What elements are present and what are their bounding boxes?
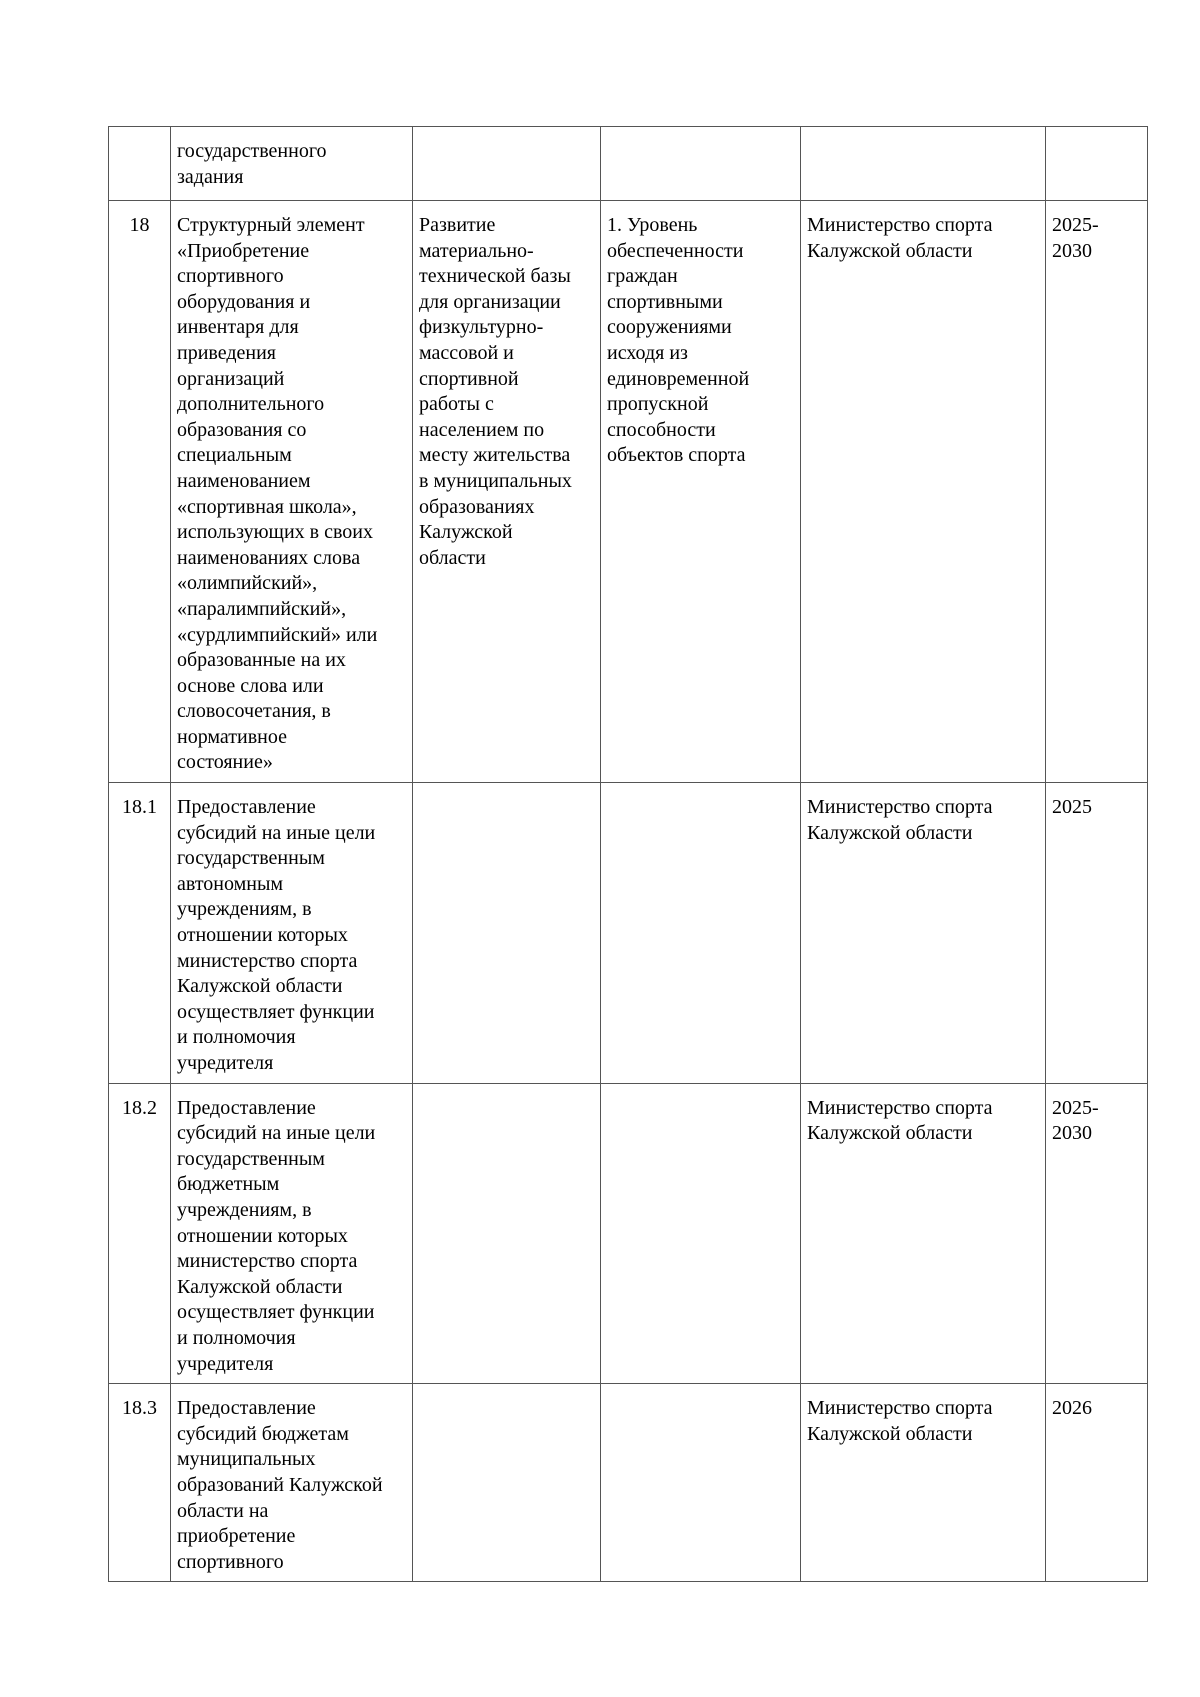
responsible-executor-cell xyxy=(801,127,1046,201)
row-number-cell xyxy=(109,127,171,201)
cell-text-line: для организации xyxy=(419,290,561,313)
cell-text-line: граждан xyxy=(607,265,678,288)
table-row xyxy=(109,201,1148,783)
cell-text-line: обеспеченности xyxy=(607,239,744,262)
cell-text-line: области xyxy=(419,546,486,569)
cell-text-line: Министерство спорта xyxy=(807,214,993,236)
cell-text-line: образований Калужской xyxy=(177,1473,383,1496)
cell-text-line: приобретение xyxy=(177,1525,296,1548)
cell-text-line: месту жительства xyxy=(419,444,571,467)
cell-text-line: спортивными xyxy=(607,290,723,313)
task-cell xyxy=(413,1083,601,1384)
cell-text-line: Структурный элемент xyxy=(177,214,365,236)
indicator-cell xyxy=(601,1384,801,1582)
structural-element-cell xyxy=(171,1083,413,1384)
cell-text-line: министерство спорта xyxy=(177,1250,358,1273)
cell-text-line: организаций xyxy=(177,367,285,390)
cell-text-line: 1. Уровень xyxy=(607,214,698,236)
implementation-period-cell xyxy=(1046,1083,1148,1384)
cell-text-line: Предоставление xyxy=(177,796,316,819)
table-row xyxy=(109,783,1148,1084)
cell-text-line: отношении которых xyxy=(177,924,348,947)
cell-text-line: спортивной xyxy=(419,367,519,390)
table-row xyxy=(109,1083,1148,1384)
cell-text-line: субсидий на иные цели xyxy=(177,821,376,844)
cell-text-line: спортивного xyxy=(177,265,284,288)
cell-text-line: инвентаря для xyxy=(177,316,299,339)
cell-text-line: Калужской области xyxy=(177,975,343,998)
responsible-executor-cell xyxy=(801,201,1046,783)
cell-text-line: дополнительного xyxy=(177,393,325,416)
task-cell xyxy=(413,783,601,1084)
cell-text-line: 2030 xyxy=(1052,1122,1092,1145)
cell-text-line: технической базы xyxy=(419,265,571,288)
cell-text-line: оборудования и xyxy=(177,290,311,313)
cell-text-line: 2030 xyxy=(1052,239,1092,262)
cell-text-line: Министерство спорта xyxy=(807,1096,993,1119)
cell-text-line: Предоставление xyxy=(177,1397,316,1420)
cell-text-line: основе слова или xyxy=(177,674,324,697)
implementation-period-cell xyxy=(1046,783,1148,1084)
cell-text-line: сооружениями xyxy=(607,316,732,339)
cell-text-line: массовой и xyxy=(419,341,514,364)
row-number-cell: 18.3 xyxy=(109,1384,171,1582)
cell-text-line: 2025- xyxy=(1052,214,1099,236)
cell-text-line: государственного xyxy=(177,140,327,162)
indicator-cell xyxy=(601,1083,801,1384)
cell-text-line: учредителя xyxy=(177,1052,274,1074)
responsible-executor-cell xyxy=(801,1083,1046,1384)
cell-text-line: образования со xyxy=(177,418,307,441)
cell-text-line: Развитие xyxy=(419,214,496,236)
cell-text-line: «паралимпийский», xyxy=(177,597,347,620)
implementation-period-cell xyxy=(1046,127,1148,201)
cell-text-line: Калужской области xyxy=(807,239,973,262)
indicator-cell xyxy=(601,201,801,783)
cell-text-line: учреждениям, в xyxy=(177,1198,312,1221)
indicator-cell xyxy=(601,783,801,1084)
cell-text-line: субсидий на иные цели xyxy=(177,1122,376,1145)
task-cell xyxy=(413,127,601,201)
cell-text-line: способности xyxy=(607,418,716,441)
structural-element-cell xyxy=(171,127,413,201)
cell-text-line: приведения xyxy=(177,341,277,364)
cell-text-line: словосочетания, в xyxy=(177,700,331,723)
responsible-executor-cell xyxy=(801,1384,1046,1582)
cell-text-line: образованные на их xyxy=(177,649,346,672)
program-table xyxy=(108,126,1148,1582)
row-number-cell: 18.1 xyxy=(109,783,171,1084)
cell-text-line: спортивного xyxy=(177,1550,284,1573)
table-row xyxy=(109,127,1148,201)
cell-text-line: пропускной xyxy=(607,393,709,416)
cell-text-line: 2026 xyxy=(1052,1397,1092,1420)
cell-text-line: государственным xyxy=(177,847,325,870)
cell-text-line: образованиях xyxy=(419,495,535,518)
row-number-cell: 18.2 xyxy=(109,1083,171,1384)
cell-text-line: в муниципальных xyxy=(419,469,572,492)
cell-text-line: осуществляет функции xyxy=(177,1000,375,1023)
cell-text-line: осуществляет функции xyxy=(177,1301,375,1324)
cell-text-line: 2025- xyxy=(1052,1096,1099,1119)
task-cell xyxy=(413,1384,601,1582)
cell-text-line: специальным xyxy=(177,444,292,467)
cell-text-line: физкультурно- xyxy=(419,316,544,339)
row-number-cell: 18 xyxy=(109,201,171,783)
cell-text-line: Предоставление xyxy=(177,1096,316,1119)
cell-text-line: Министерство спорта xyxy=(807,1397,993,1420)
cell-text-line: состояние» xyxy=(177,751,273,774)
cell-text-line: материально- xyxy=(419,239,534,262)
cell-text-line: «олимпийский», xyxy=(177,572,318,595)
task-cell xyxy=(413,201,601,783)
structural-element-cell xyxy=(171,201,413,783)
cell-text-line: автономным xyxy=(177,872,284,895)
implementation-period-cell xyxy=(1046,201,1148,783)
cell-text-line: «Приобретение xyxy=(177,239,310,262)
cell-text-line: единовременной xyxy=(607,367,750,390)
cell-text-line: наименованием xyxy=(177,469,311,492)
cell-text-line: «спортивная школа», xyxy=(177,495,357,518)
cell-text-line: отношении которых xyxy=(177,1224,348,1247)
cell-text-line: 2025 xyxy=(1052,796,1092,819)
cell-text-line: «сурдлимпийский» или xyxy=(177,623,378,646)
structural-element-cell xyxy=(171,783,413,1084)
indicator-cell xyxy=(601,127,801,201)
table-row xyxy=(109,1384,1148,1582)
cell-text-line: работы с xyxy=(419,393,494,416)
cell-text-line: учреждениям, в xyxy=(177,898,312,921)
cell-text-line: Калужской области xyxy=(177,1275,343,1298)
cell-text-line: государственным xyxy=(177,1147,325,1170)
cell-text-line: использующих в своих xyxy=(177,521,373,544)
cell-text-line: Министерство спорта xyxy=(807,796,993,819)
cell-text-line: объектов спорта xyxy=(607,444,746,467)
cell-text-line: наименованиях слова xyxy=(177,546,361,569)
cell-text-line: нормативное xyxy=(177,725,287,748)
cell-text-line: исходя из xyxy=(607,341,688,364)
table-body xyxy=(109,127,1148,1582)
cell-text-line: министерство спорта xyxy=(177,949,358,972)
cell-text-line: Калужской области xyxy=(807,1122,973,1145)
cell-text-line: субсидий бюджетам xyxy=(177,1422,349,1445)
cell-text-line: Калужской области xyxy=(807,821,973,844)
cell-text-line: учредителя xyxy=(177,1352,274,1375)
cell-text-line: и полномочия xyxy=(177,1026,296,1049)
cell-text-line: Калужской области xyxy=(807,1422,973,1445)
structural-element-cell xyxy=(171,1384,413,1582)
implementation-period-cell xyxy=(1046,1384,1148,1582)
responsible-executor-cell xyxy=(801,783,1046,1084)
cell-text-line: и полномочия xyxy=(177,1326,296,1349)
cell-text-line: области на xyxy=(177,1499,269,1522)
cell-text-line: населением по xyxy=(419,418,545,441)
cell-text-line: муниципальных xyxy=(177,1448,316,1471)
cell-text-line: бюджетным xyxy=(177,1173,280,1196)
cell-text-line: Калужской xyxy=(419,521,513,544)
cell-text-line: задания xyxy=(177,165,244,188)
